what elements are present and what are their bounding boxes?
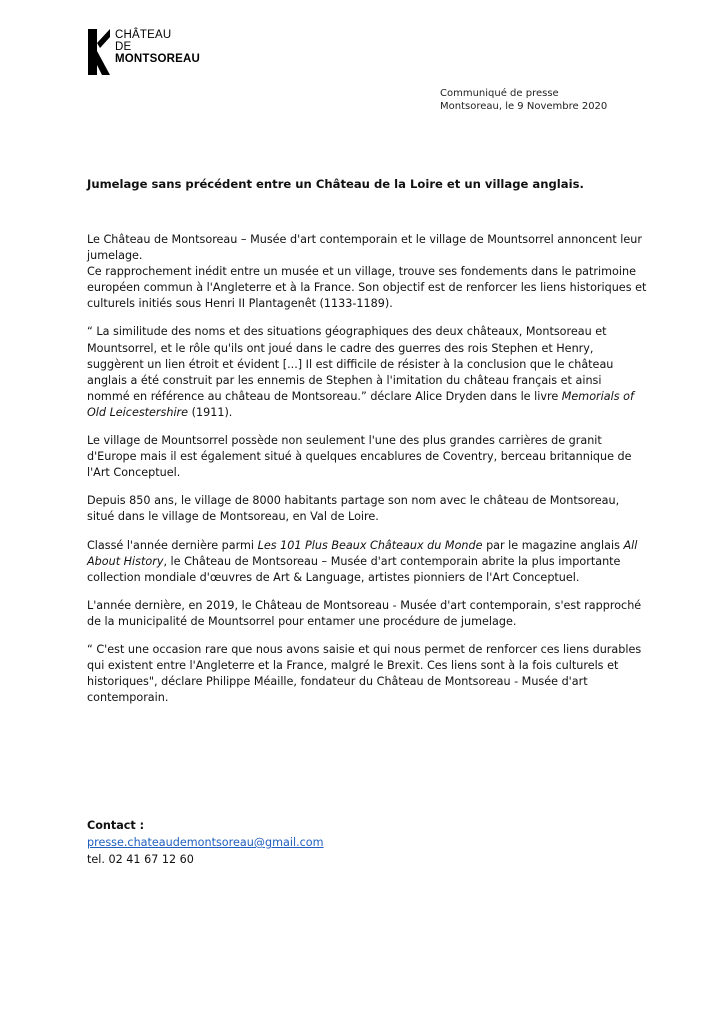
contact-label: Contact : xyxy=(87,819,145,832)
logo-line-3: MONTSOREAU xyxy=(115,53,201,65)
logo-wordmark xyxy=(115,29,200,65)
p6-text-c: , le Château de Montsoreau – Musée d'art contemporain abrite la plus importante collection mondiale d'œuvres de Art & Language, artistes pionniers de l'Art Conceptuel. xyxy=(87,554,621,584)
ranking-title: Les 101 Plus Beaux Châteaux du Monde xyxy=(257,538,483,552)
magazine-title: All About History xyxy=(87,538,638,568)
quote-year: (1911). xyxy=(188,405,233,419)
p6-text-a: Classé l'année dernière parmi xyxy=(87,538,258,552)
paragraph-8: “ C'est une occasion rare que nous avons saisie et qui nous permet de renforcer ces liens durables qui existent entre l'Angleterre et la France, malgré le Brexit. Ces liens sont à la fois culturels et historiques", déclare Philippe Méaille, fondateur du Château de Montsoreau - Musée d'art contemporain. xyxy=(87,642,642,705)
contact-email-link[interactable]: presse.chateaudemontsoreau@gmail.com xyxy=(87,836,324,849)
chateau-logo-mark-icon xyxy=(88,29,110,75)
press-type: Communiqué de presse xyxy=(440,88,559,99)
logo-line-2: DE xyxy=(115,41,132,53)
paragraph-2: Ce rapprochement inédit entre un musée et un village, trouve ses fondements dans le patrimoine européen commun à l'Angleterre et à la France. Son objectif est de renforcer les liens historiques et culturels initiés sous Henri II Plantagenêt (1133-1189). xyxy=(87,265,647,311)
book-title: Memorials of Old Leicestershire xyxy=(87,389,634,419)
contact-phone: tel. 02 41 67 12 60 xyxy=(87,853,194,866)
paragraph-5: Depuis 850 ans, le village de 8000 habitants partage son nom avec le château de Montsoreau, situé dans le village de Montsoreau, en Val de Loire. xyxy=(87,494,620,524)
headline: Jumelage sans précédent entre un Château de la Loire et un village anglais. xyxy=(87,177,584,191)
paragraph-6 xyxy=(87,538,647,586)
paragraph-1: Le Château de Montsoreau – Musée d'art contemporain et le village de Mountsorrel annoncent leur jumelage. xyxy=(87,233,642,263)
logo-line-1: CHÂTEAU xyxy=(115,29,172,41)
p6-text-b: par le magazine anglais xyxy=(482,538,624,552)
paragraph-3 xyxy=(87,324,647,421)
chateau-logo xyxy=(88,29,200,75)
contact-block xyxy=(87,817,324,868)
quote-text: “ La similitude des noms et des situations géographiques des deux châteaux, Montsoreau et Mountsorrel, et le rôle qu'ils ont joué dans le cadre des guerres des rois Stephen et Henry, suggèrent un lien étroit et évident [...] Il est difficile de résister à la conclusion que le château anglais a été construit par les ennemis de Stephen à l'imitation du château français et ainsi nommé en référence au château de Montsoreau.” déclare Alice Dryden dans le livre xyxy=(87,325,614,403)
paragraph-7: L'année dernière, en 2019, le Château de Montsoreau - Musée d'art contemporain, s'est rapproché de la municipalité de Mountsorrel pour entamer une procédure de jumelage. xyxy=(87,598,642,628)
press-header xyxy=(440,87,607,113)
paragraph-4: Le village de Mountsorrel possède non seulement l'une des plus grandes carrières de granit d'Europe mais il est également situé à quelques encablures de Coventry, berceau britannique de l'Art Conceptuel. xyxy=(87,434,632,480)
press-place-date: Montsoreau, le 9 Novembre 2020 xyxy=(440,101,608,112)
body-text xyxy=(87,232,647,718)
